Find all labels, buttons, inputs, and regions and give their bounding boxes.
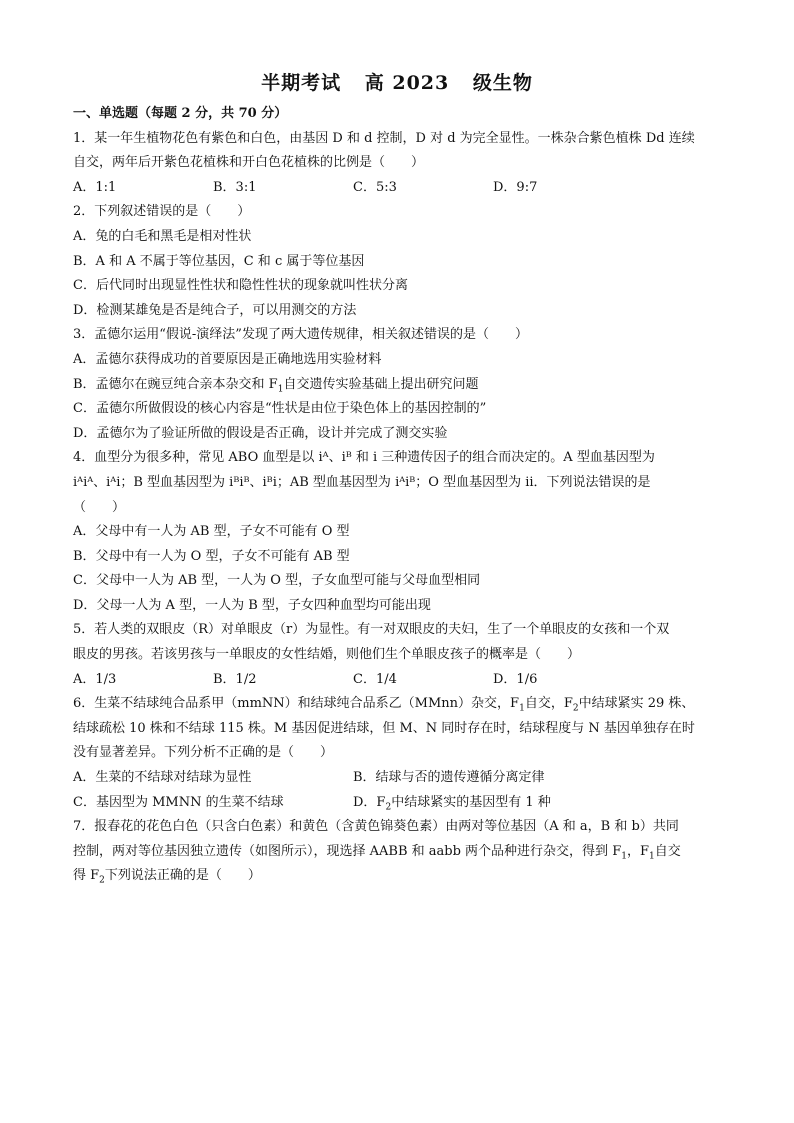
question-5 [73,618,728,692]
question-4-option-d[interactable]: D．父母一人为 A 型，一人为 B 型，子女四种血型均可能出现 [73,597,431,613]
question-4-stem-line-3: （ ） [73,499,126,515]
question-7-stem-line-3 [73,864,728,889]
question-7 [73,815,728,889]
question-1-stem-line-2: 自交，两年后开紫色花植株和开白色花植株的比例是（ ） [73,155,425,171]
question-6-stem-line-1 [73,692,728,717]
question-5-stem-line-1: 5．若人类的双眼皮（R）对单眼皮（r）为显性。有一对双眼皮的夫妇，生了一个单眼皮的女孩和一个双 [73,622,670,638]
question-3-option-b[interactable] [73,373,728,398]
question-2-stem: 2．下列叙述错误的是（ ） [73,204,251,220]
question-2-option-b[interactable]: B．A 和 A 不属于等位基因，C 和 c 属于等位基因 [73,253,365,269]
question-4-option-b[interactable]: B．父母中有一人为 O 型，子女不可能有 AB 型 [73,548,350,564]
question-7-stem-line-2 [73,840,728,865]
question-5-option-d[interactable]: D．1/6 [493,671,538,687]
question-6-text-b: 自交，F [524,696,573,712]
question-5-stem-line-2: 眼皮的男孩。若该男孩与一单眼皮的女性结婚，则他们生个单眼皮孩子的概率是（ ） [73,647,581,663]
question-7-text-b: ，F [626,843,649,859]
question-2-option-a[interactable]: A．兔的白毛和黑毛是相对性状 [73,228,252,244]
question-3-option-d[interactable]: D．孟德尔为了验证所做的假设是否正确，设计并完成了测交实验 [73,425,448,441]
subscript: 2 [99,876,105,886]
title-exam: 半期考试 [261,72,342,94]
question-1 [73,127,728,201]
subscript: 2 [385,802,392,813]
question-list [73,102,728,889]
question-2-option-d[interactable]: D．检测某雄兔是否是纯合子，可以用测交的方法 [73,302,357,318]
question-6-options-row-2 [73,791,728,816]
question-1-option-a[interactable]: A．1:1 [73,179,117,195]
question-3-option-a[interactable]: A．孟德尔获得成功的首要原因是正确地选用实验材料 [73,351,382,367]
subscript: 1 [621,851,627,862]
title-subject: 级生物 [472,72,533,94]
question-5-option-a[interactable]: A．1/3 [73,671,117,687]
question-6-options-row-1 [73,766,728,791]
question-6 [73,692,728,815]
question-7-stem-line-1: 7．报春花的花色白色（只含白色素）和黄色（含黄色锦葵色素）由两对等位基因（A 和 a，B 和 b）共同 [73,819,679,835]
question-7-text-c: 自交 [654,843,681,859]
question-3-option-b-text-end: 自交遗传实验基础上提出研究问题 [283,376,479,392]
question-7-text-e: 下列说法正确的是（ ） [104,868,261,884]
section-heading: 一、单选题（每题 2 分，共 70 分） [73,106,288,121]
question-1-option-d[interactable]: D．9:7 [493,179,538,195]
question-6-option-d[interactable] [353,791,633,816]
question-3-option-b-text: B．孟德尔在豌豆纯合亲本杂交和 F [73,376,278,392]
question-4 [73,446,728,618]
subscript: 1 [648,851,655,862]
question-5-option-c[interactable]: C．1/4 [353,671,397,687]
question-6-stem-line-3: 没有显著差异。下列分析不正确的是（ ） [73,745,334,761]
question-4-option-c[interactable]: C．父母中一人为 AB 型，一人为 O 型，子女血型可能与父母血型相同 [73,573,481,589]
question-7-text-a: 控制，两对等位基因独立遗传（如图所示），现选择 AABB 和 aabb 两个品种进行杂交，得到 F [73,843,622,859]
question-4-stem-line-2: iᴬiᴬ、iᴬi；B 型血基因型为 iᴮiᴮ、iᴮi；AB 型血基因型为 iᴬiᴮ；O 型血基因型为 ii．下列说法错误的是 [73,474,651,490]
subscript: 1 [277,384,284,395]
question-5-options [73,668,728,693]
question-6-option-a[interactable]: A．生菜的不结球对结球为显性 [73,770,252,786]
question-4-stem-line-1: 4．血型分为很多种，常见 ABO 血型是以 iᴬ、iᴮ 和 i 三种遗传因子的组合而决定的。A 型血基因型为 [73,450,655,466]
subscript: 1 [519,703,525,714]
question-6-option-d-text-end: 中结球紧实的基因型有 1 种 [391,794,551,810]
question-6-option-d-text: D．F [353,794,386,810]
question-5-option-b[interactable]: B．1/2 [213,671,257,687]
question-6-stem-line-2: 结球疏松 10 株和不结球 115 株。M 基因促进结球，但 M、N 同时存在时，结球程度与 N 基因单独存在时 [73,720,695,736]
question-1-option-b[interactable]: B．3:1 [213,179,257,195]
question-2 [73,200,728,323]
question-6-option-c[interactable]: C．基因型为 MMNN 的生菜不结球 [73,794,284,810]
page-title [0,68,794,95]
question-2-option-c[interactable]: C．后代同时出现显性性状和隐性性状的现象就叫性状分离 [73,278,408,294]
subscript: 2 [572,703,579,714]
title-grade: 高 2023 [364,72,450,94]
question-6-text-a: 6．生菜不结球纯合品系甲（mmNN）和结球纯合品系乙（MMnn）杂交，F [73,696,520,712]
question-1-options [73,176,728,201]
question-7-text-d: 得 F [73,868,100,884]
question-4-option-a[interactable]: A．父母中有一人为 AB 型，子女不可能有 O 型 [73,524,350,540]
question-3 [73,323,728,446]
question-6-option-b[interactable]: B．结球与否的遗传遵循分离定律 [353,770,545,786]
question-1-stem-line-1: 1．某一年生植物花色有紫色和白色，由基因 D 和 d 控制，D 对 d 为完全显性。一株杂合紫色植株 Dd 连续 [73,130,695,146]
question-1-option-c[interactable]: C．5:3 [353,179,397,195]
question-6-text-c: 中结球紧实 29 株、 [578,696,695,712]
question-3-option-c[interactable]: C．孟德尔所做假设的核心内容是“性状是由位于染色体上的基因控制的” [73,401,487,417]
question-3-stem: 3．孟德尔运用“假说-演绎法”发现了两大遗传规律，相关叙述错误的是（ ） [73,327,528,343]
